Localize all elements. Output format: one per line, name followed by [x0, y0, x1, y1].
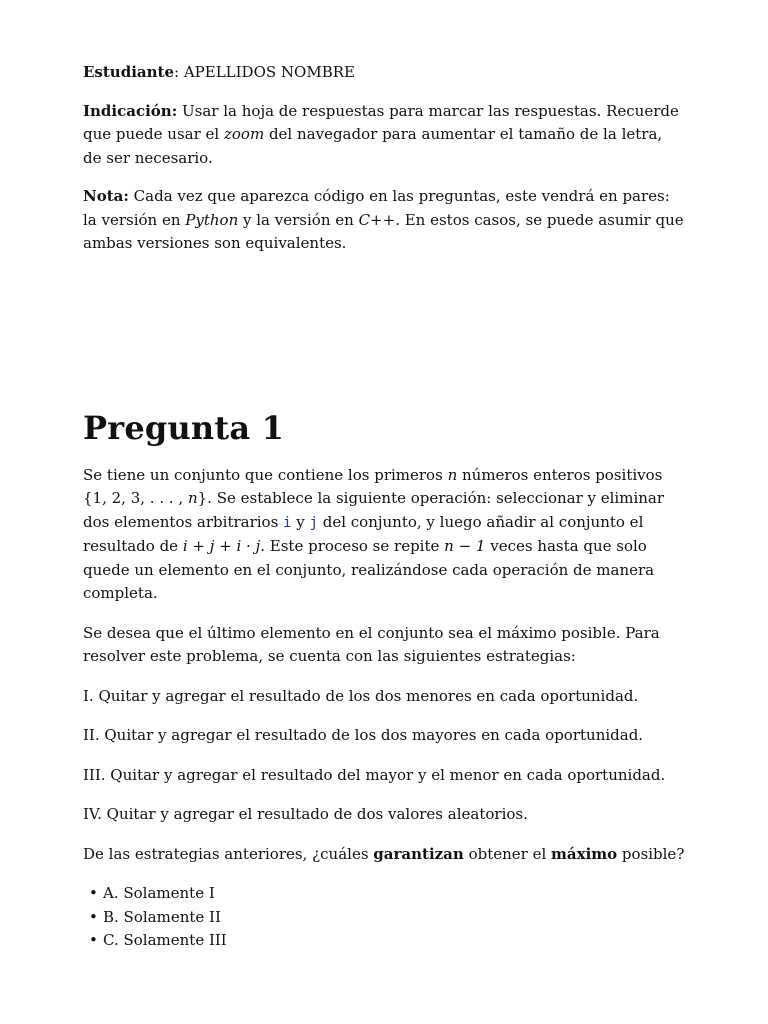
prompt-text: posible? — [617, 844, 685, 863]
prompt-bold-maximum: máximo — [551, 844, 618, 863]
python-emphasis: Python — [185, 210, 239, 229]
strategy-item: II. Quitar y agregar el resultado de los dos mayores en cada oportunidad. — [83, 726, 644, 744]
q1-text: . Se establece la siguiente operación: seleccionar y eliminar dos elementos arbitrarios — [83, 489, 665, 531]
answer-option-b: • B. Solamente II — [103, 906, 685, 930]
math-set — [83, 489, 207, 507]
q1-text: y — [291, 512, 310, 531]
question-prompt — [83, 843, 685, 867]
prompt-bold-guarantee: garantizan — [373, 844, 464, 863]
set-n: n — [187, 489, 198, 507]
student-line — [83, 61, 685, 85]
question-paragraph-2: Se desea que el último elemento en el conjunto sea el máximo posible. Para resolver este problema, se cuenta con las siguientes estrategias: — [83, 623, 660, 665]
answer-option-a: • A. Solamente I — [103, 882, 685, 906]
answer-options-list — [83, 882, 685, 953]
note-text-mid: y la versión en — [238, 210, 359, 229]
strategy-item: IV. Quitar y agregar el resultado de dos valores aleatorios. — [83, 805, 528, 823]
indication-label: Indicación: — [83, 101, 178, 120]
code-j: j — [309, 514, 318, 531]
note-text-end: . En estos casos, se puede asumir que ambas versiones son equivalentes. — [83, 210, 684, 252]
q1-text: veces hasta que solo quede un elemento en el conjunto, realizándose cada operación de manera completa. — [83, 537, 655, 602]
set-close: } — [197, 489, 208, 507]
note-label: Nota: — [83, 187, 129, 205]
strategy-item: I. Quitar y agregar el resultado de los dos menores en cada oportunidad. — [83, 686, 639, 705]
set-open: {1, 2, 3, . . . , — [83, 489, 188, 507]
q1-text: Se tiene un conjunto que contiene los primeros — [83, 465, 448, 484]
strategy-item: III. Quitar y agregar el resultado del mayor y el menor en cada oportunidad. — [83, 765, 666, 784]
question-title: Pregunta 1 — [83, 408, 285, 447]
student-separator: : — [174, 63, 184, 81]
math-expression: i + j + i · j — [182, 537, 261, 555]
math-n: n — [447, 465, 458, 484]
note-paragraph — [83, 185, 685, 256]
answer-option-c: • C. Solamente III — [103, 929, 685, 953]
cpp-emphasis: C++ — [358, 210, 396, 229]
zoom-emphasis: zoom — [223, 125, 265, 143]
indication-text: Usar la hoja de respuestas para marcar las respuestas. Recuerde que puede usar el — [83, 101, 679, 143]
q1-text: números enteros positivos — [457, 465, 663, 484]
indication-text-end: del navegador para aumentar el tamaño de la letra, de ser necesario. — [83, 125, 663, 167]
student-label: Estudiante — [83, 63, 174, 81]
indication-paragraph — [83, 100, 685, 171]
prompt-text: obtener el — [463, 844, 552, 863]
math-n-minus-1: n − 1 — [444, 537, 486, 555]
note-text: Cada vez que aparezca código en las preguntas, este vendrá en pares: la versión en — [83, 187, 670, 229]
q1-text: . Este proceso se repite — [260, 537, 445, 555]
prompt-text: De las estrategias anteriores, ¿cuáles — [83, 844, 374, 863]
question-paragraph-1 — [83, 464, 685, 606]
student-name: APELLIDOS NOMBRE — [183, 63, 355, 81]
code-i: i — [283, 514, 292, 531]
q1-text: del conjunto, y luego añadir al conjunto el resultado de — [83, 512, 644, 555]
